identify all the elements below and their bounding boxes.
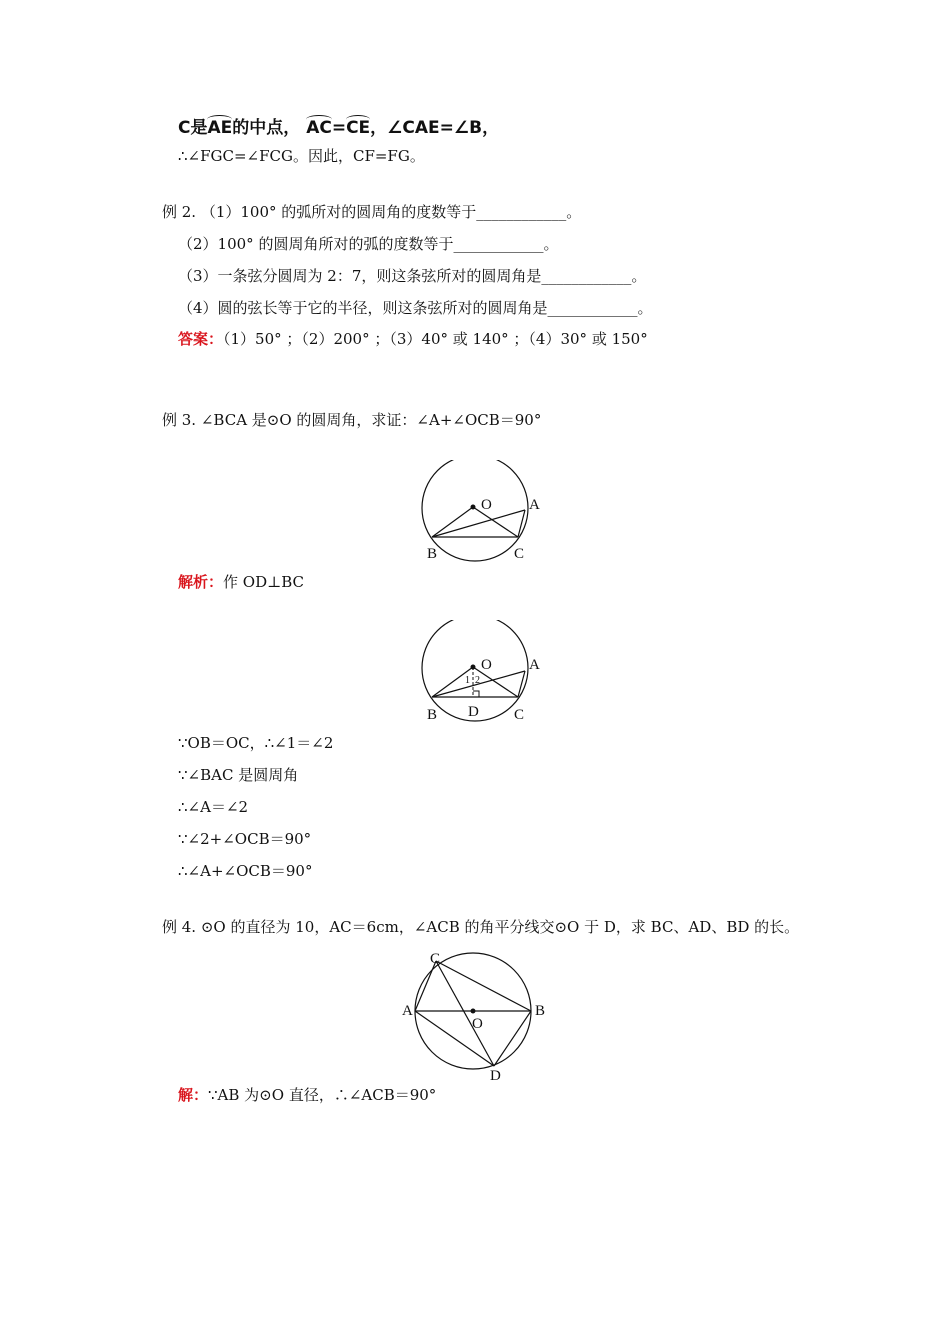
arc-ce: CE: [346, 118, 371, 138]
proof-step-4: ∵∠2+∠OCB＝90°: [178, 830, 312, 848]
label-b: B: [427, 546, 438, 562]
label-c: C: [514, 546, 525, 562]
example-2-q3: （3）一条弦分圆周为 2：7，则这条弦所对的圆周角是____________。: [178, 267, 647, 285]
label-o: O: [472, 1016, 483, 1032]
example-2-q4: （4）圆的弦长等于它的半径，则这条弦所对的圆周角是____________。: [178, 299, 653, 317]
proof-step-5: ∴∠A+∠OCB＝90°: [178, 862, 313, 880]
label-angle-1: 1: [465, 675, 470, 686]
analysis-label: 解析：: [178, 573, 224, 591]
text-midpoint: 的中点，: [232, 118, 301, 138]
label-c: C: [514, 707, 525, 723]
label-b: B: [535, 1003, 546, 1019]
example-3-question: 例 3. ∠BCA 是⊙O 的圆周角，求证：∠A+∠OCB＝90°: [162, 411, 542, 429]
label-a: A: [529, 497, 540, 513]
figure-circle-1: [405, 460, 565, 568]
solution-line: [178, 1085, 436, 1105]
midpoint-statement: [178, 118, 499, 138]
label-angle-2: 2: [475, 675, 480, 686]
conclusion-line: ∴∠FGC=∠FCG。因此，CF=FG。: [178, 147, 425, 165]
label-o: O: [481, 657, 492, 673]
answer-text: （1）50° ；（2）200° ；（3）40° 或 140° ；（4）30° 或 150°: [223, 330, 648, 348]
figure-circle-2: [405, 620, 565, 728]
text-eq: =: [331, 118, 347, 138]
text-angle-statement: ，∠CAE=∠B，: [370, 118, 500, 138]
arc-ae: AE: [207, 118, 233, 138]
proof-step-2: ∵∠BAC 是圆周角: [178, 766, 299, 784]
label-o: O: [481, 497, 492, 513]
label-c: C: [430, 951, 441, 967]
proof-step-3: ∴∠A＝∠2: [178, 798, 249, 816]
text-c-is: C是: [178, 118, 208, 138]
label-a: A: [402, 1003, 413, 1019]
figure-circle-3: [395, 945, 555, 1085]
label-b: B: [427, 707, 438, 723]
arc-ac: AC: [306, 118, 332, 138]
analysis-line: [178, 572, 304, 592]
label-d: D: [468, 704, 479, 720]
example-2-answer: [178, 329, 648, 349]
example-2-q1: 例 2. （1）100° 的弧所对的圆周角的度数等于____________。: [162, 203, 582, 221]
solution-label: 解：: [178, 1086, 209, 1104]
label-d: D: [490, 1068, 501, 1084]
proof-step-1: ∵OB＝OC，∴∠1＝∠2: [178, 734, 334, 752]
solution-text: ∵AB 为⊙O 直径，∴∠ACB＝90°: [208, 1086, 437, 1104]
answer-label: 答案：: [178, 330, 224, 348]
analysis-text: 作 OD⊥BC: [223, 573, 304, 591]
example-4-question: 例 4. ⊙O 的直径为 10，AC＝6cm，∠ACB 的角平分线交⊙O 于 D，求 BC、AD、BD 的长。: [162, 918, 800, 936]
label-a: A: [529, 657, 540, 673]
example-2-q2: （2）100° 的圆周角所对的弧的度数等于____________。: [178, 235, 559, 253]
